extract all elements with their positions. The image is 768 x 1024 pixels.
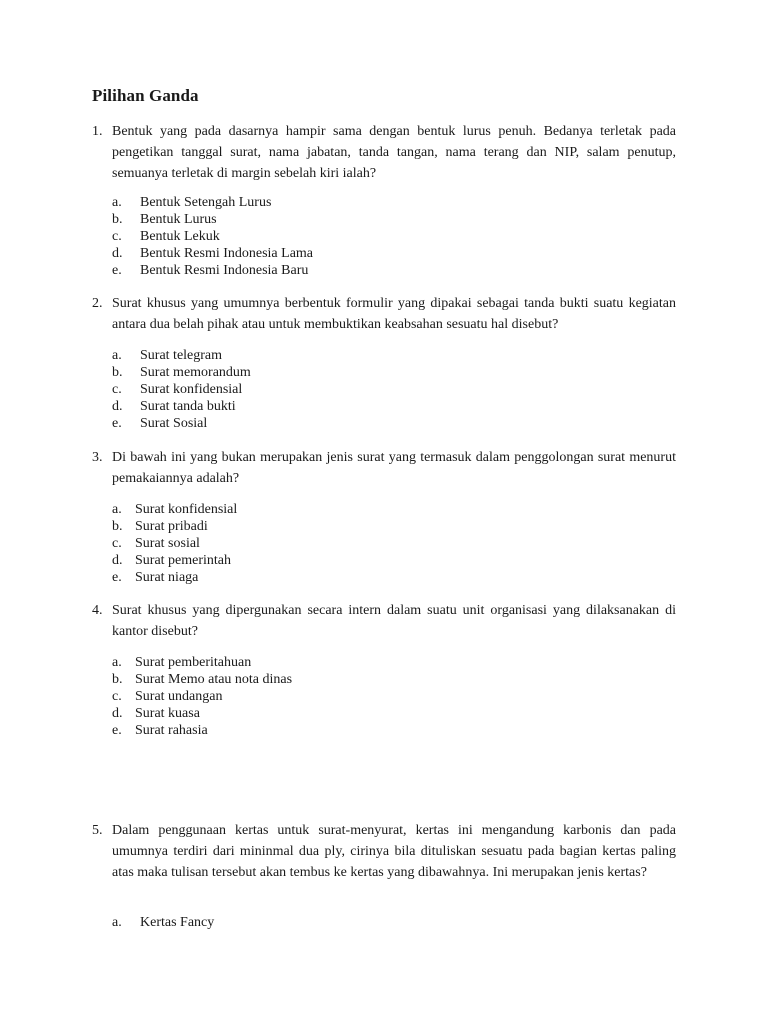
- option-letter: d.: [112, 399, 123, 414]
- option-letter: c.: [112, 229, 122, 244]
- document-title: Pilihan Ganda: [92, 86, 199, 105]
- option-letter: c.: [112, 382, 122, 397]
- option-letter: d.: [112, 246, 123, 261]
- option-item: [112, 228, 612, 245]
- question-5-options: [112, 914, 612, 931]
- question-3-options: [112, 501, 612, 586]
- option-item: [112, 381, 612, 398]
- option-label: Surat tanda bukti: [140, 399, 236, 414]
- option-label: Bentuk Lekuk: [140, 229, 220, 244]
- option-letter: a.: [112, 502, 122, 517]
- question-4-options: [112, 654, 612, 739]
- option-item: [112, 654, 612, 671]
- option-label: Surat pemerintah: [135, 553, 232, 568]
- question-number: 1.: [92, 124, 103, 139]
- option-letter: a.: [112, 915, 122, 930]
- question-2: [92, 293, 676, 335]
- question-text: Bentuk yang pada dasarnya hampir sama dengan bentuk lurus penuh. Bedanya terletak pada pengetikan tanggal surat, nama jabatan, tanda tangan, nama terang dan NIP, salam penutup, semuanya terletak di margin sebelah kiri ialah?: [112, 124, 676, 181]
- option-item: [112, 262, 612, 279]
- option-label: Bentuk Setengah Lurus: [140, 195, 272, 210]
- option-letter: d.: [112, 706, 123, 721]
- option-label: Surat telegram: [140, 348, 223, 363]
- option-item: [112, 398, 612, 415]
- option-letter: c.: [112, 689, 122, 704]
- question-text: Di bawah ini yang bukan merupakan jenis surat yang termasuk dalam penggolongan surat menurut pemakaiannya adalah?: [112, 450, 676, 486]
- question-text: Surat khusus yang umumnya berbentuk formulir yang dipakai sebagai tanda bukti suatu kegiatan antara dua belah pihak atau untuk membuktikan keabsahan sesuatu hal disebut?: [112, 296, 676, 332]
- option-letter: b.: [112, 365, 123, 380]
- question-3: [92, 447, 676, 489]
- option-item: [112, 705, 612, 722]
- option-item: [112, 552, 612, 569]
- option-letter: b.: [112, 672, 123, 687]
- option-label: Surat konfidensial: [140, 382, 243, 397]
- question-1: [92, 121, 676, 184]
- option-letter: e.: [112, 570, 122, 585]
- option-label: Surat memorandum: [140, 365, 251, 380]
- option-label: Surat kuasa: [135, 706, 200, 721]
- question-text: Surat khusus yang dipergunakan secara intern dalam suatu unit organisasi yang dilaksanakan di kantor disebut?: [112, 603, 676, 639]
- option-letter: e.: [112, 416, 122, 431]
- option-label: Bentuk Resmi Indonesia Lama: [140, 246, 314, 261]
- option-item: [112, 569, 612, 586]
- question-4: [92, 600, 676, 642]
- option-letter: d.: [112, 553, 123, 568]
- option-label: Surat rahasia: [135, 723, 208, 738]
- option-label: Surat pemberitahuan: [135, 655, 252, 670]
- option-letter: b.: [112, 212, 123, 227]
- question-2-options: [112, 347, 612, 432]
- option-item: [112, 245, 612, 262]
- option-label: Surat niaga: [135, 570, 199, 585]
- question-text: Dalam penggunaan kertas untuk surat-menyurat, kertas ini mengandung karbonis dan pada umumnya terdiri dari mininmal dua ply, cirinya bila dituliskan sesuatu pada bagian kertas paling atas maka tulisan tersebut akan tembus ke kertas yang dibawahnya. Ini merupakan jenis kertas?: [112, 823, 676, 880]
- option-item: [112, 501, 612, 518]
- option-letter: a.: [112, 195, 122, 210]
- question-number: 4.: [92, 603, 103, 618]
- option-letter: e.: [112, 263, 122, 278]
- option-label: Surat undangan: [135, 689, 223, 704]
- option-item: [112, 211, 612, 228]
- option-item: [112, 415, 612, 432]
- option-item: [112, 194, 612, 211]
- option-item: [112, 347, 612, 364]
- option-letter: a.: [112, 655, 122, 670]
- question-1-options: [112, 194, 612, 279]
- option-label: Bentuk Lurus: [140, 212, 217, 227]
- option-letter: e.: [112, 723, 122, 738]
- option-item: [112, 364, 612, 381]
- option-label: Surat konfidensial: [135, 502, 238, 517]
- option-letter: c.: [112, 536, 122, 551]
- option-letter: b.: [112, 519, 123, 534]
- option-item: [112, 671, 612, 688]
- option-item: [112, 535, 612, 552]
- question-number: 3.: [92, 450, 103, 465]
- option-item: [112, 688, 612, 705]
- option-label: Surat pribadi: [135, 519, 208, 534]
- option-label: Surat Memo atau nota dinas: [135, 672, 293, 687]
- option-label: Surat sosial: [135, 536, 200, 551]
- option-label: Kertas Fancy: [140, 915, 215, 930]
- option-label: Bentuk Resmi Indonesia Baru: [140, 263, 309, 278]
- option-item: [112, 722, 612, 739]
- option-item: [112, 914, 612, 931]
- option-label: Surat Sosial: [140, 416, 208, 431]
- option-item: [112, 518, 612, 535]
- question-number: 2.: [92, 296, 103, 311]
- option-letter: a.: [112, 348, 122, 363]
- question-number: 5.: [92, 823, 103, 838]
- question-5: [92, 820, 676, 883]
